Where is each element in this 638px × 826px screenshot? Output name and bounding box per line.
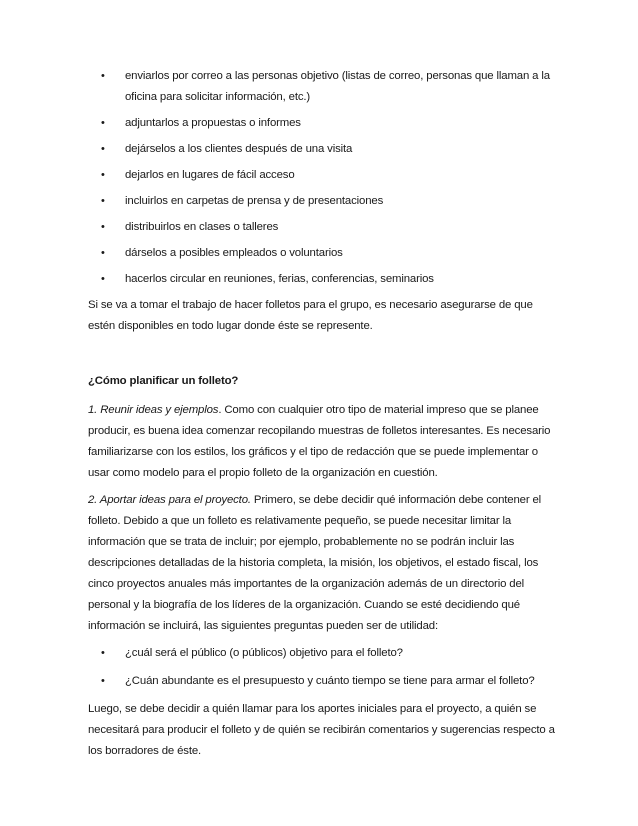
bullet-icon: • <box>101 247 105 259</box>
list-item <box>88 269 558 290</box>
list-item-text: hacerlos circular en reuniones, ferias, conferencias, seminarios <box>125 273 434 285</box>
questions-list <box>88 643 558 692</box>
bullet-icon: • <box>101 70 105 82</box>
distribution-list <box>88 66 558 290</box>
bullet-icon: • <box>101 675 105 687</box>
list-item-text: enviarlos por correo a las personas objetivo (listas de correo, personas que llaman a la oficina para solicitar información, etc.) <box>125 70 550 103</box>
list-item-text: adjuntarlos a propuestas o informes <box>125 117 301 129</box>
list-item-text: ¿cuál será el público (o públicos) objetivo para el folleto? <box>125 647 403 659</box>
list-item-text: dejarlos en lugares de fácil acceso <box>125 169 295 181</box>
list-item-text: incluirlos en carpetas de prensa y de presentaciones <box>125 195 384 207</box>
list-item <box>88 643 558 664</box>
document-body <box>88 66 558 762</box>
list-item <box>88 243 558 264</box>
step-1-paragraph <box>88 400 558 484</box>
list-item <box>88 113 558 134</box>
bullet-icon: • <box>101 169 105 181</box>
step-1-text: . Como con cualquier otro tipo de material impreso que se planee producir, es buena idea comenzar recopilando muestras de folletos interesantes. Es necesario familiarizarse con los estilos, los gráficos y el tipo de redacción que se puede implementar o usar como modelo para el propio folleto de la organización en cuestión. <box>88 404 551 479</box>
list-item <box>88 191 558 212</box>
final-paragraph: Luego, se debe decidir a quién llamar para los aportes iniciales para el proyecto, a quién se necesitará para producir el folleto y de quién se recibirán comentarios y sugerencias respecto a los borradores de éste. <box>88 703 555 757</box>
bullet-icon: • <box>101 117 105 129</box>
list-item <box>88 139 558 160</box>
step-1-lead: 1. Reunir ideas y ejemplos <box>88 404 219 416</box>
step-2-text: Primero, se debe decidir qué información debe contener el folleto. Debido a que un folleto es relativamente pequeño, se puede necesitar limitar la información que se trata de incluir; por ejemplo, probablemente no se podrán incluir las descripciones detalladas de la historia completa, la misión, los objetivos, el estado fiscal, los cinco proyectos anuales más importantes de la organización además de un directorio del personal y la biografía de los líderes de la organización. Cuando se esté decidiendo qué información se incluirá, las siguientes preguntas pueden ser de utilidad: <box>88 494 542 632</box>
list-item-text: distribuirlos en clases o talleres <box>125 221 279 233</box>
step-2-paragraph <box>88 490 558 637</box>
section-heading: ¿Cómo planificar un folleto? <box>88 375 239 387</box>
list-item-text: ¿Cuán abundante es el presupuesto y cuánto tiempo se tiene para armar el folleto? <box>125 675 535 687</box>
step-2-lead: 2. Aportar ideas para el proyecto. <box>88 494 251 506</box>
list-item-text: dejárselos a los clientes después de una visita <box>125 143 353 155</box>
availability-paragraph: Si se va a tomar el trabajo de hacer folletos para el grupo, es necesario asegurarse de que estén disponibles en todo lugar donde éste se represente. <box>88 299 533 332</box>
list-item <box>88 165 558 186</box>
list-item-text: dárselos a posibles empleados o voluntarios <box>125 247 343 259</box>
bullet-icon: • <box>101 273 105 285</box>
bullet-icon: • <box>101 647 105 659</box>
bullet-icon: • <box>101 143 105 155</box>
list-item <box>88 217 558 238</box>
list-item <box>88 671 558 692</box>
list-item <box>88 66 558 108</box>
bullet-icon: • <box>101 195 105 207</box>
bullet-icon: • <box>101 221 105 233</box>
